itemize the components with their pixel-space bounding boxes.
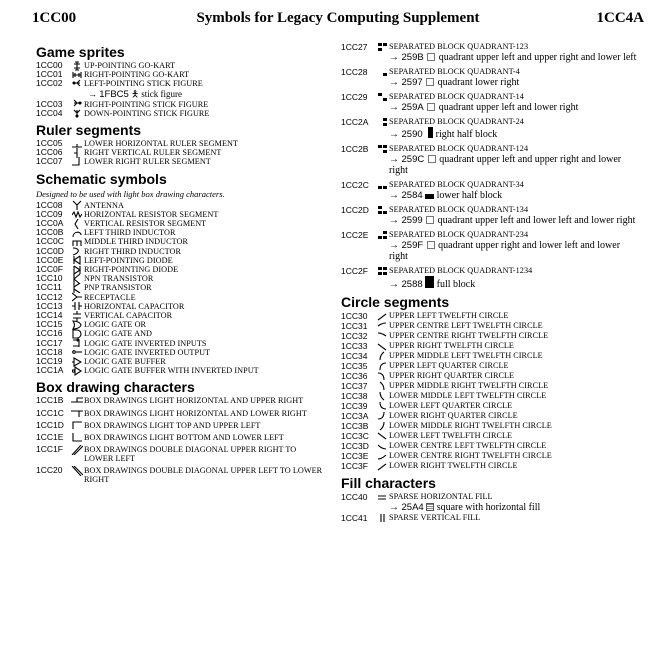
glyph-icon <box>375 331 389 341</box>
glyph-icon <box>375 42 389 52</box>
code-point: 1CC0D <box>36 245 64 256</box>
char-entry <box>341 451 641 461</box>
code-point: 1CC0B <box>36 227 64 238</box>
code-point: 1CC09 <box>36 208 63 219</box>
glyph-icon <box>70 79 84 88</box>
char-name: BOX DRAWINGS LIGHT HORIZONTAL AND UPPER RIGHT <box>84 396 304 406</box>
char-name: LOWER MIDDLE RIGHT TWELFTH CIRCLE <box>389 421 552 430</box>
quadrant-entry <box>341 42 641 63</box>
char-entry <box>36 157 326 166</box>
glyph-icon <box>375 180 389 190</box>
glyph-icon <box>70 210 84 219</box>
char-entry <box>341 341 641 351</box>
char-name: SEPARATED BLOCK QUADRANT-134 <box>389 205 529 214</box>
quadrant-entry <box>341 67 641 88</box>
code-point: 1CC1C <box>36 407 64 418</box>
code-point: 1CC3E <box>341 451 369 461</box>
char-entry <box>341 421 641 431</box>
char-entry <box>36 409 326 418</box>
char-entry <box>36 366 326 375</box>
xref-glyph-icon <box>426 240 436 251</box>
code-point: 1CC28 <box>341 67 368 77</box>
code-point: 1CC0F <box>36 264 63 275</box>
glyph-icon <box>375 441 389 451</box>
char-entry <box>341 205 641 215</box>
cross-reference: → 25A4 square with horizontal fill <box>389 502 541 513</box>
xref-glyph-icon <box>425 279 434 290</box>
char-name: UPPER MIDDLE RIGHT TWELFTH CIRCLE <box>389 381 549 390</box>
char-name: LEFT-POINTING STICK FIGURE <box>84 79 203 89</box>
cross-reference: → 2584 lower half block <box>389 190 503 201</box>
code-point: 1CC3D <box>341 441 369 451</box>
code-point: 1CC02 <box>36 78 63 89</box>
glyph-icon <box>70 139 84 148</box>
char-name: SEPARATED BLOCK QUADRANT-4 <box>389 67 520 76</box>
xref-code: 2597 <box>401 77 423 88</box>
code-point: 1CC2F <box>341 266 368 276</box>
xref-text: quadrant upper left and upper right and lower right <box>389 154 622 176</box>
code-point: 1CC08 <box>36 199 63 210</box>
cross-reference: → 259B quadrant upper left and upper right and lower left <box>389 52 637 63</box>
char-entry <box>36 79 326 88</box>
range-start: 1CC00 <box>32 10 77 26</box>
xref-text: quadrant lower right <box>437 77 520 88</box>
char-entry <box>341 431 641 441</box>
code-point: 1CC0C <box>36 236 64 247</box>
char-entry <box>341 371 641 381</box>
char-name: VERTICAL RESISTOR SEGMENT <box>84 219 207 229</box>
xref-text: quadrant upper right and lower left and lower right <box>389 240 621 262</box>
glyph-icon <box>375 67 389 77</box>
xref-text: square with horizontal fill <box>436 502 541 513</box>
char-name: BOX DRAWINGS DOUBLE DIAGONAL UPPER RIGHT TO LOWER LEFT <box>84 445 297 464</box>
char-entry <box>341 411 641 421</box>
glyph-icon <box>70 339 84 348</box>
xref-text: stick figure <box>141 88 182 99</box>
code-point: 1CC1F <box>36 444 63 455</box>
xref-code: 2588 <box>401 279 423 290</box>
section-heading: Box drawing characters <box>36 379 195 396</box>
code-point: 1CC33 <box>341 341 368 351</box>
glyph-icon <box>70 256 84 265</box>
char-entry <box>36 466 326 484</box>
glyph-icon <box>375 205 389 215</box>
glyph-icon <box>70 409 84 418</box>
char-name: UPPER LEFT TWELFTH CIRCLE <box>389 311 509 320</box>
quadrant-entry <box>341 205 641 226</box>
char-name: LOWER CENTRE RIGHT TWELFTH CIRCLE <box>389 451 552 460</box>
code-point: 1CC10 <box>36 273 63 284</box>
char-name: LOWER RIGHT QUARTER CIRCLE <box>389 411 518 420</box>
char-name: ANTENNA <box>84 200 124 210</box>
xref-glyph-icon <box>426 52 436 63</box>
xref-text: quadrant upper left and upper right and lower left <box>438 52 637 63</box>
code-point: 1CC40 <box>341 492 368 502</box>
char-entry <box>341 513 641 523</box>
glyph-icon <box>70 228 84 237</box>
glyph-icon <box>70 61 84 70</box>
char-name: LOWER RIGHT TWELFTH CIRCLE <box>389 461 518 470</box>
glyph-icon <box>70 421 84 430</box>
fill-characters-section <box>341 475 641 523</box>
char-name: PNP TRANSISTOR <box>84 283 152 293</box>
char-entry <box>341 461 641 471</box>
char-name: LOWER HORIZONTAL RULER SEGMENT <box>84 139 239 149</box>
char-name: SEPARATED BLOCK QUADRANT-123 <box>389 42 529 51</box>
xref-code: 25A4 <box>401 502 424 513</box>
char-name: HORIZONTAL CAPACITOR <box>84 301 185 311</box>
code-point: 1CC1A <box>36 365 64 376</box>
char-entry <box>341 492 641 502</box>
glyph-icon <box>375 266 389 276</box>
xref-code: 2584 <box>401 190 423 201</box>
ruler-segments-section <box>36 122 326 167</box>
code-point: 1CC2A <box>341 117 369 127</box>
cross-reference: → 2599 quadrant upper left and lower left and lower right <box>389 215 636 226</box>
quadrant-entry <box>341 117 641 140</box>
glyph-icon <box>70 366 84 375</box>
section-heading: Ruler segments <box>36 122 142 139</box>
char-name: LOWER LEFT TWELFTH CIRCLE <box>389 431 513 440</box>
range-end: 1CC4A <box>596 10 644 26</box>
char-name: LOGIC GATE BUFFER <box>84 357 166 367</box>
glyph-icon <box>375 117 389 127</box>
glyph-icon <box>70 109 84 118</box>
left-column <box>36 44 326 488</box>
char-entry <box>341 361 641 371</box>
char-name: BOX DRAWINGS LIGHT TOP AND UPPER LEFT <box>84 420 261 430</box>
glyph-icon <box>375 513 389 523</box>
code-point: 1CC1E <box>36 432 64 443</box>
code-point: 1CC30 <box>341 311 368 321</box>
circle-segments-section <box>341 294 641 471</box>
cross-reference: → 259A quadrant upper left and lower right <box>389 102 579 113</box>
xref-text: full block <box>436 279 476 290</box>
code-point: 1CC36 <box>341 371 368 381</box>
glyph-icon <box>70 70 84 79</box>
cross-reference <box>88 89 326 100</box>
char-entry <box>341 321 641 331</box>
glyph-icon <box>375 371 389 381</box>
glyph-icon <box>375 411 389 421</box>
glyph-icon <box>70 265 84 274</box>
char-name: DOWN-POINTING STICK FIGURE <box>84 108 210 118</box>
glyph-icon <box>70 100 84 109</box>
char-entry <box>341 381 641 391</box>
char-name: LOWER MIDDLE LEFT TWELFTH CIRCLE <box>389 391 547 400</box>
char-entry <box>341 391 641 401</box>
glyph-icon <box>375 431 389 441</box>
char-entry <box>341 331 641 341</box>
char-name: RIGHT-POINTING DIODE <box>84 265 179 275</box>
xref-text: lower half block <box>436 190 503 201</box>
char-name: LOGIC GATE INVERTED OUTPUT <box>84 347 211 357</box>
char-entry <box>341 401 641 411</box>
glyph-icon <box>70 433 84 442</box>
char-name: LOGIC GATE AND <box>84 329 153 339</box>
code-point: 1CC3B <box>341 421 369 431</box>
glyph-icon <box>70 357 84 366</box>
glyph-icon <box>70 445 84 454</box>
section-heading: Circle segments <box>341 294 450 310</box>
char-name: RIGHT VERTICAL RULER SEGMENT <box>84 148 222 158</box>
glyph-icon <box>375 391 389 401</box>
code-point: 1CC17 <box>36 337 63 348</box>
code-point: 1CC12 <box>36 291 63 302</box>
char-name: RIGHT-POINTING STICK FIGURE <box>84 99 209 109</box>
code-point: 1CC19 <box>36 356 63 367</box>
char-name: SEPARATED BLOCK QUADRANT-24 <box>389 117 524 126</box>
glyph-icon <box>375 451 389 461</box>
code-point: 1CC01 <box>36 69 63 80</box>
char-name: SPARSE VERTICAL FILL <box>389 513 481 522</box>
char-entry <box>341 67 641 77</box>
code-point: 1CC06 <box>36 147 63 158</box>
xref-text: quadrant upper left and lower left and lower right <box>437 215 636 226</box>
xref-arrow: → <box>88 88 97 99</box>
code-point: 1CC16 <box>36 328 63 339</box>
char-entry <box>341 144 641 154</box>
glyph-icon <box>375 144 389 154</box>
glyph-icon <box>70 311 84 320</box>
glyph-icon <box>375 381 389 391</box>
char-entry <box>341 42 641 52</box>
code-point: 1CC20 <box>36 465 63 476</box>
code-point: 1CC29 <box>341 92 368 102</box>
glyph-icon <box>375 341 389 351</box>
glyph-icon <box>375 321 389 331</box>
glyph-icon <box>375 351 389 361</box>
code-point: 1CC04 <box>36 107 63 118</box>
glyph-icon <box>375 311 389 321</box>
code-point: 1CC14 <box>36 310 63 321</box>
xref-text: quadrant upper left and lower right <box>438 102 579 113</box>
char-entry <box>36 396 326 405</box>
char-name: LOGIC GATE BUFFER WITH INVERTED INPUT <box>84 366 259 376</box>
char-name: SEPARATED BLOCK QUADRANT-1234 <box>389 266 533 275</box>
char-name: UPPER LEFT QUARTER CIRCLE <box>389 361 509 370</box>
char-name: SEPARATED BLOCK QUADRANT-34 <box>389 180 524 189</box>
code-point: 1CC03 <box>36 98 63 109</box>
code-point: 1CC32 <box>341 331 368 341</box>
code-point: 1CC15 <box>36 319 63 330</box>
xref-code: 259B <box>401 52 424 63</box>
code-point: 1CC13 <box>36 300 63 311</box>
code-point: 1CC37 <box>341 381 368 391</box>
code-point: 1CC07 <box>36 156 63 167</box>
char-entry <box>341 441 641 451</box>
char-entry <box>341 180 641 190</box>
code-point: 1CC41 <box>341 513 368 523</box>
char-entry <box>36 433 326 442</box>
xref-glyph-icon <box>425 77 435 88</box>
char-entry <box>341 351 641 361</box>
box-drawing-section <box>36 379 326 484</box>
char-name: BOX DRAWINGS DOUBLE DIAGONAL UPPER LEFT TO LOWER RIGHT <box>84 466 323 485</box>
glyph-icon <box>375 361 389 371</box>
code-point: 1CC1B <box>36 395 64 406</box>
char-name: RIGHT-POINTING GO-KART <box>84 70 190 80</box>
quadrant-entry <box>341 266 641 290</box>
xref-code: 1FBC5 <box>99 88 129 100</box>
quadrant-entry <box>341 230 641 262</box>
code-point: 1CC18 <box>36 346 63 357</box>
xref-code: 259A <box>401 102 424 113</box>
glyph-icon <box>70 396 84 405</box>
xref-glyph-icon <box>425 190 434 201</box>
glyph-icon <box>375 421 389 431</box>
char-name: UPPER RIGHT QUARTER CIRCLE <box>389 371 515 380</box>
char-entry <box>36 445 326 463</box>
char-entry <box>341 311 641 321</box>
game-sprites-section <box>36 44 326 118</box>
glyph-icon <box>70 329 84 338</box>
code-point: 1CC35 <box>341 361 368 371</box>
cross-reference: → 259F quadrant upper right and lower left and lower right <box>389 240 621 262</box>
page-title: Symbols for Legacy Computing Supplement <box>196 10 480 26</box>
xref-code: 259C <box>401 154 425 165</box>
code-point: 1CC1D <box>36 419 64 430</box>
code-point: 1CC2C <box>341 180 369 190</box>
char-name: BOX DRAWINGS LIGHT HORIZONTAL AND LOWER RIGHT <box>84 408 307 418</box>
char-name: VERTICAL CAPACITOR <box>84 311 173 321</box>
glyph-icon <box>70 219 84 228</box>
char-name: UPPER RIGHT TWELFTH CIRCLE <box>389 341 514 350</box>
section-heading: Game sprites <box>36 44 125 60</box>
code-point: 1CC0E <box>36 254 64 265</box>
stick-figure-icon: 🯅 <box>131 88 139 99</box>
char-name: UPPER CENTRE LEFT TWELFTH CIRCLE <box>389 321 543 330</box>
glyph-icon <box>70 302 84 311</box>
code-point: 1CC2B <box>341 144 369 154</box>
cross-reference: → 2588 full block <box>389 276 641 290</box>
char-entry <box>341 117 641 127</box>
xref-code: 2599 <box>401 215 423 226</box>
code-point: 1CC31 <box>341 321 368 331</box>
char-name: LOGIC GATE OR <box>84 320 147 330</box>
code-point: 1CC27 <box>341 42 368 52</box>
char-name: HORIZONTAL RESISTOR SEGMENT <box>84 209 219 219</box>
xref-code: 259F <box>401 240 424 251</box>
char-name: NPN TRANSISTOR <box>84 274 154 284</box>
xref-code: 2590 <box>401 129 423 140</box>
quadrant-entry <box>341 144 641 176</box>
char-name: SEPARATED BLOCK QUADRANT-234 <box>389 230 529 239</box>
cross-reference: → 2590 right half block <box>389 129 498 140</box>
char-entry <box>341 266 641 276</box>
code-point: 1CC05 <box>36 138 63 149</box>
char-name: UPPER CENTRE RIGHT TWELFTH CIRCLE <box>389 331 549 340</box>
char-name: SEPARATED BLOCK QUADRANT-14 <box>389 92 524 101</box>
code-point: 1CC11 <box>36 282 62 293</box>
glyph-icon <box>70 148 84 157</box>
glyph-icon <box>375 492 389 502</box>
page-header <box>32 10 644 28</box>
glyph-icon <box>70 274 84 283</box>
char-name: LOWER CENTRE LEFT TWELFTH CIRCLE <box>389 441 547 450</box>
square-fill-icon <box>426 502 434 513</box>
char-name: SPARSE HORIZONTAL FILL <box>389 492 493 501</box>
code-point: 1CC3F <box>341 461 368 471</box>
char-name: RECEPTACLE <box>84 292 136 302</box>
char-name: LEFT-POINTING DIODE <box>84 255 173 265</box>
xref-text: right half block <box>435 129 498 140</box>
code-point: 1CC34 <box>341 351 368 361</box>
section-note: Designed to be used with light box drawing characters. <box>36 188 225 199</box>
glyph-icon <box>70 157 84 166</box>
quadrant-entry <box>341 92 641 113</box>
char-name: BOX DRAWINGS LIGHT BOTTOM AND LOWER LEFT <box>84 433 284 443</box>
glyph-icon <box>70 320 84 329</box>
glyph-icon <box>70 466 84 475</box>
char-name: MIDDLE THIRD INDUCTOR <box>84 237 188 247</box>
glyph-icon <box>375 92 389 102</box>
char-entry <box>341 92 641 102</box>
quadrant-entry <box>341 180 641 201</box>
code-point: 1CC00 <box>36 60 63 70</box>
glyph-icon <box>375 230 389 240</box>
right-column <box>341 42 641 527</box>
char-entry <box>341 230 641 240</box>
cross-reference: → 2597 quadrant lower right <box>389 77 520 88</box>
glyph-icon <box>70 293 84 302</box>
glyph-icon <box>375 461 389 471</box>
code-point: 1CC39 <box>341 401 368 411</box>
code-point: 1CC2E <box>341 230 369 240</box>
glyph-icon <box>70 237 84 246</box>
glyph-icon <box>70 201 84 210</box>
xref-glyph-icon <box>426 102 436 113</box>
char-name: LOWER LEFT QUARTER CIRCLE <box>389 401 513 410</box>
xref-glyph-icon <box>427 154 437 165</box>
char-name: SEPARATED BLOCK QUADRANT-124 <box>389 144 529 153</box>
char-entry <box>36 109 326 118</box>
section-heading: Schematic symbols <box>36 170 167 187</box>
cross-reference: → 259C quadrant upper left and upper right and lower right <box>389 154 622 176</box>
glyph-icon <box>70 283 84 292</box>
code-point: 1CC3A <box>341 411 369 421</box>
glyph-icon <box>70 247 84 256</box>
char-name: LEFT THIRD INDUCTOR <box>84 228 176 238</box>
section-heading: Fill characters <box>341 475 436 491</box>
char-entry <box>36 421 326 430</box>
xref-glyph-icon <box>425 129 433 140</box>
glyph-icon <box>70 348 84 357</box>
code-point: 1CC38 <box>341 391 368 401</box>
code-point: 1CC0A <box>36 218 64 229</box>
schematic-symbols-section <box>36 171 326 376</box>
char-name: LOGIC GATE INVERTED INPUTS <box>84 338 207 348</box>
glyph-icon <box>375 401 389 411</box>
code-point: 1CC2D <box>341 205 369 215</box>
xref-glyph-icon <box>425 215 435 226</box>
char-name: LOWER RIGHT RULER SEGMENT <box>84 157 211 167</box>
char-name: RIGHT THIRD INDUCTOR <box>84 246 181 256</box>
char-name: UP-POINTING GO-KART <box>84 61 176 70</box>
char-name: UPPER MIDDLE LEFT TWELFTH CIRCLE <box>389 351 543 360</box>
code-point: 1CC3C <box>341 431 369 441</box>
